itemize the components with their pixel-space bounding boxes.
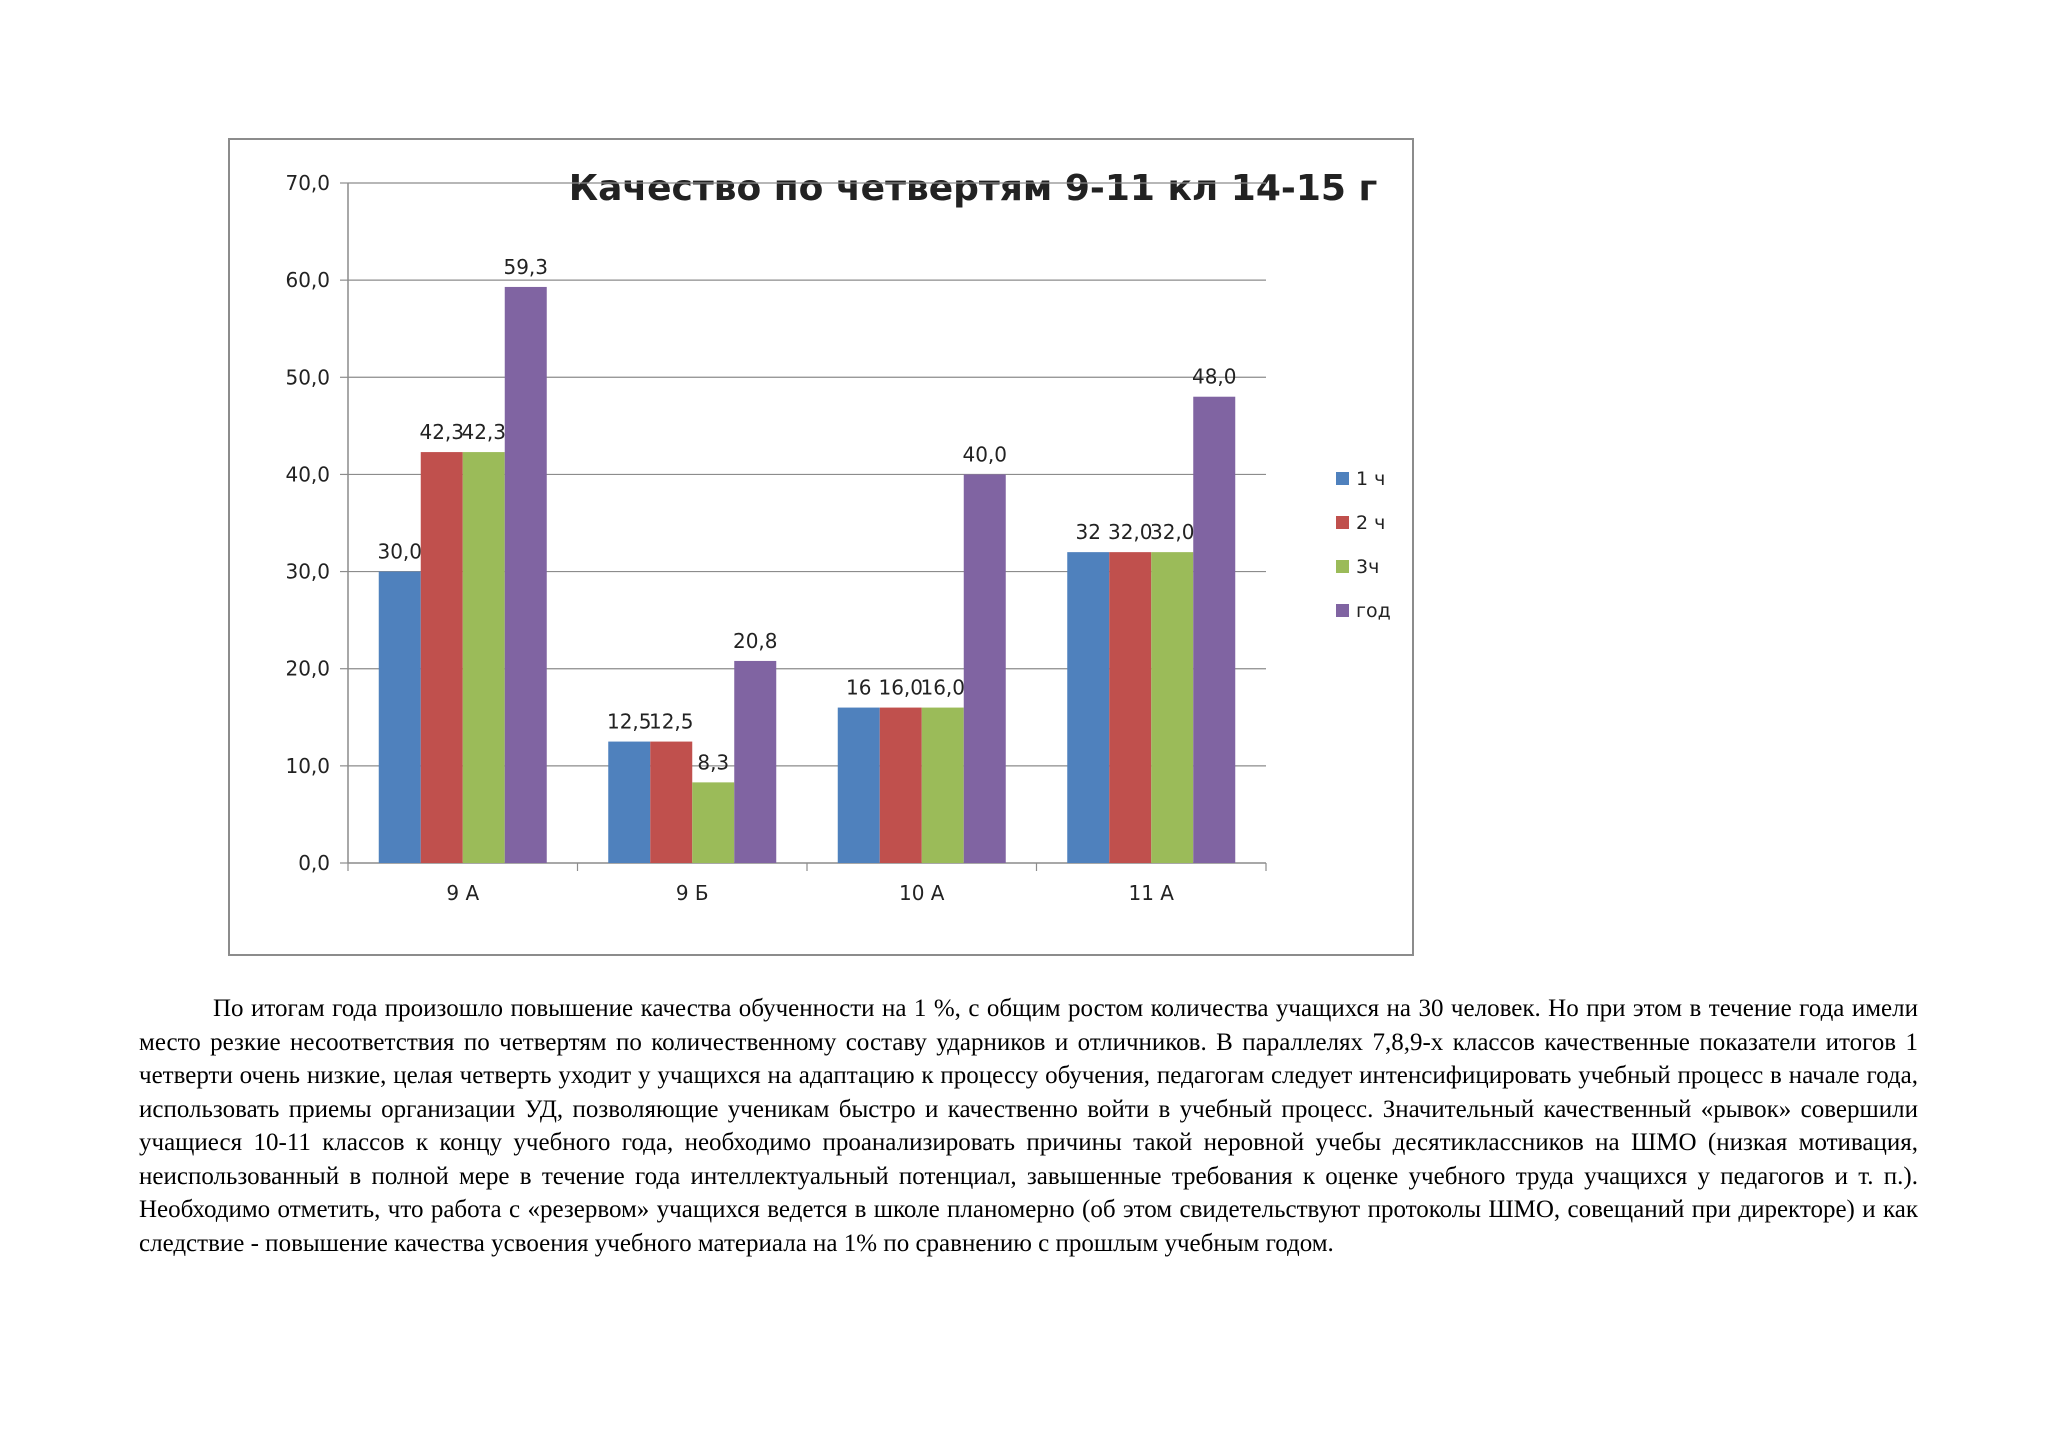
chart-title: Качество по четвертям 9-11 кл 14-15 г <box>568 168 1378 209</box>
legend-swatch <box>1336 560 1349 573</box>
data-label: 12,5 <box>648 709 694 734</box>
data-label: 32,0 <box>1149 520 1195 545</box>
bar <box>421 452 463 863</box>
data-label: 16,0 <box>878 675 924 700</box>
y-tick-label: 20,0 <box>285 656 330 681</box>
bar <box>692 782 734 863</box>
bar <box>1067 552 1109 863</box>
data-label: 42,3 <box>419 420 465 445</box>
bar <box>1151 552 1193 863</box>
y-tick-label: 0,0 <box>298 851 330 875</box>
chart-frame <box>228 138 1414 956</box>
bar <box>838 708 880 863</box>
bar <box>734 661 776 863</box>
bar <box>379 572 421 863</box>
x-tick-label: 10 А <box>899 881 945 905</box>
data-label: 30,0 <box>377 539 423 564</box>
legend-swatch <box>1336 516 1349 529</box>
legend-swatch <box>1336 472 1349 485</box>
bar-chart <box>230 140 1412 954</box>
bar <box>608 742 650 863</box>
bar <box>463 452 505 863</box>
bar <box>505 287 547 863</box>
y-tick-label: 50,0 <box>285 365 330 390</box>
y-tick-label: 10,0 <box>285 753 330 778</box>
data-label: 16,0 <box>920 675 966 700</box>
bars <box>379 287 1236 863</box>
legend-label: 1 ч <box>1356 468 1386 490</box>
x-tick-label: 11 А <box>1128 881 1174 905</box>
data-label: 16 <box>846 675 872 700</box>
legend-label: 2 ч <box>1356 512 1386 534</box>
y-tick-label: 30,0 <box>285 559 330 584</box>
data-label: 59,3 <box>503 254 549 279</box>
legend-label: 3ч <box>1356 556 1380 578</box>
report-paragraph: По итогам года произошло повышение качества обученности на 1 %, с общим ростом количества учащихся на 30 человек. Но при этом в течение года имели место резкие несоответствия по четвертям по количественному составу ударников и отличников. В параллелях 7,8,9-х классов качественные показатели итогов 1 четверти очень низкие, целая четверть уходит у учащихся на адаптацию к процессу обучения, педагогам следует интенсифицировать учебный процесс в начале года, использовать приемы организации УД, позволяющие ученикам быстро и качественно войти в учебный процесс. Значительный качественный «рывок» совершили учащиеся 10-11 классов к концу учебного года, необходимо проанализировать причины такой неровной учебы десятиклассников на ШМО (низкая мотивация, неиспользованный в полной мере в течение года интеллектуальный потенциал, завышенные требования к оценке учебного труда учащихся у педагогов и т. п.). Необходимо отметить, что работа с «резервом» учащихся ведется в школе планомерно (об этом свидетельствуют протоколы ШМО, совещаний при директоре) и как следствие - повышение качества усвоения учебного материала на 1% по сравнению с прошлым учебным годом. <box>139 995 1918 1257</box>
legend <box>1336 468 1391 622</box>
bar <box>922 708 964 863</box>
legend-swatch <box>1336 604 1349 617</box>
data-label: 48,0 <box>1191 364 1237 389</box>
data-label: 20,8 <box>732 628 778 653</box>
y-tick-label: 60,0 <box>285 268 330 293</box>
data-label: 40,0 <box>962 442 1008 467</box>
x-tick-label: 9 А <box>446 881 480 905</box>
data-label: 8,3 <box>697 750 730 775</box>
bar <box>1193 397 1235 863</box>
y-tick-label: 70,0 <box>285 171 330 195</box>
legend-label: год <box>1356 600 1391 622</box>
bar <box>964 474 1006 863</box>
data-label: 12,5 <box>606 709 652 734</box>
bar <box>650 742 692 863</box>
data-label: 32 <box>1075 520 1101 545</box>
y-tick-label: 40,0 <box>285 462 330 487</box>
bar <box>880 708 922 863</box>
data-label: 32,0 <box>1107 520 1153 545</box>
bar <box>1109 552 1151 863</box>
x-tick-label: 9 Б <box>675 881 709 905</box>
data-label: 42,3 <box>461 420 507 445</box>
